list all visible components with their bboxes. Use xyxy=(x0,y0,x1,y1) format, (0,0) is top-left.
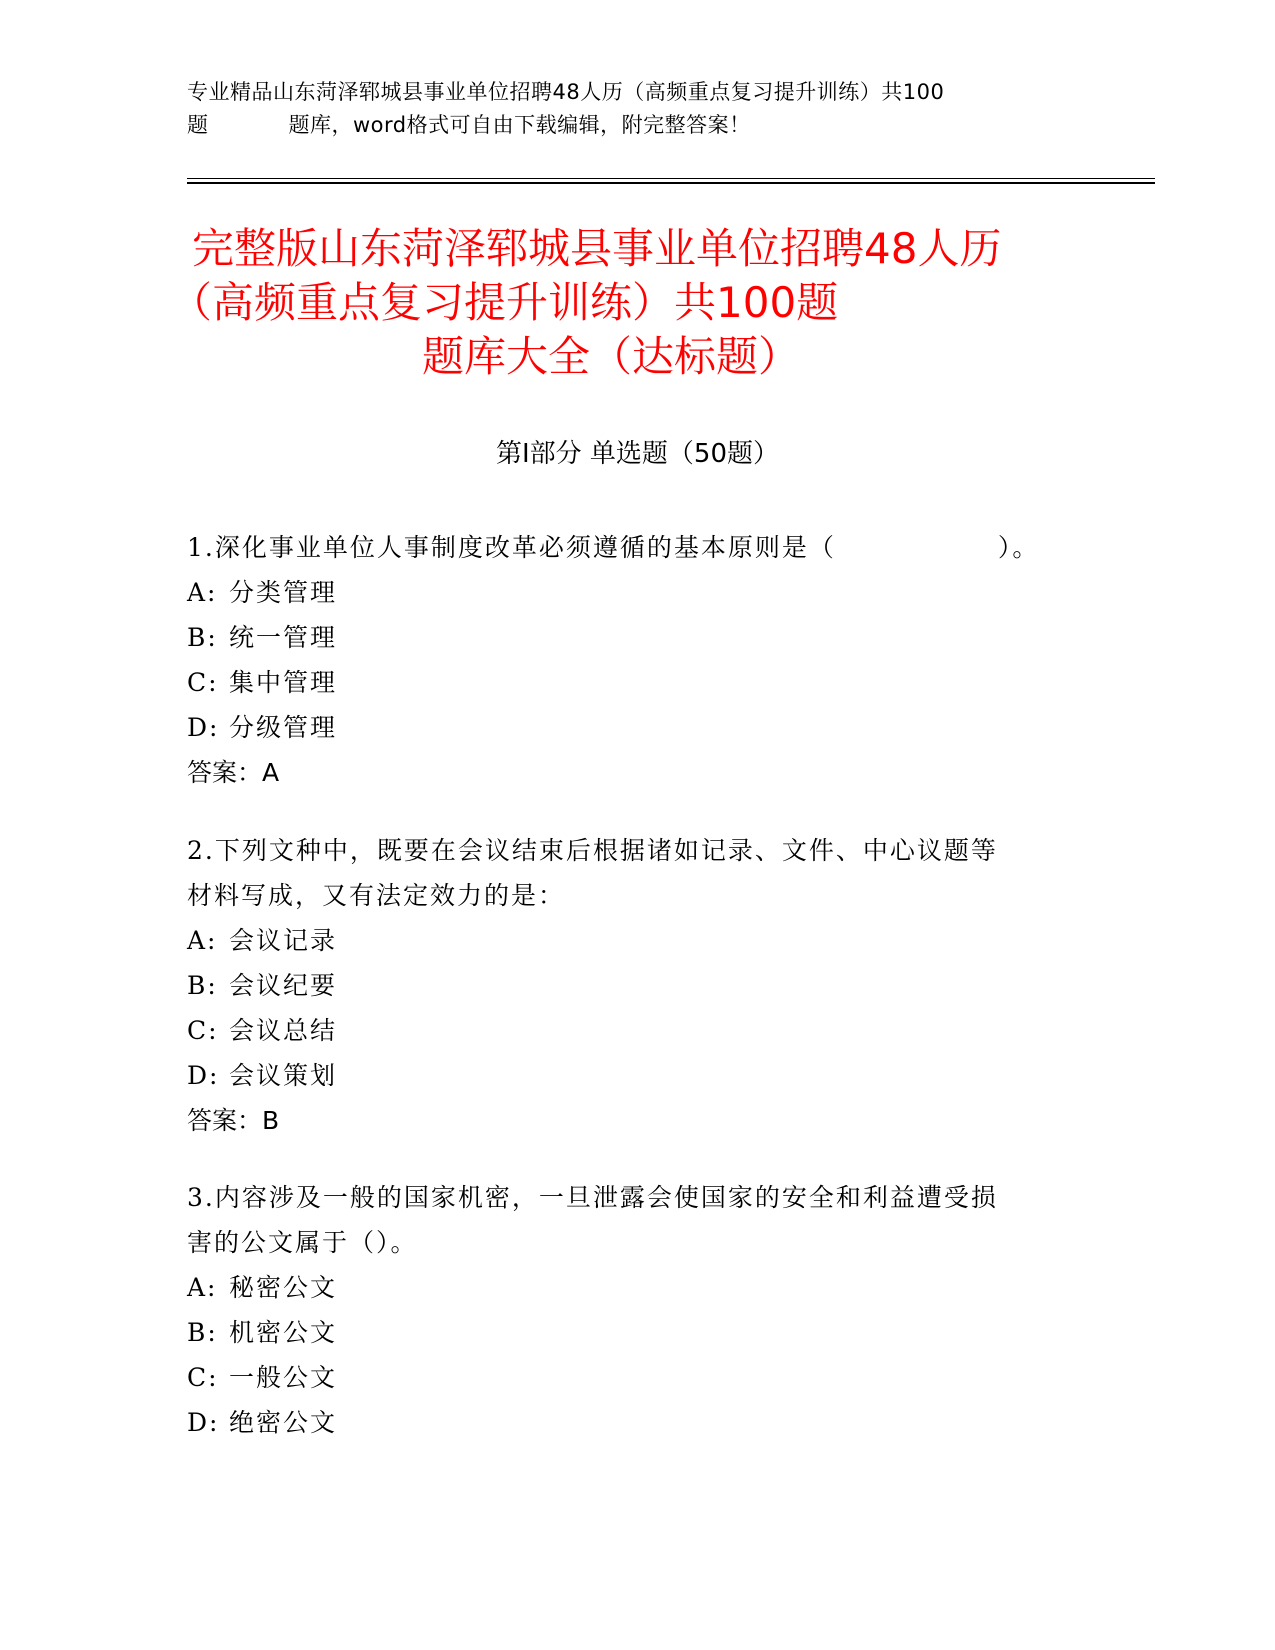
option-a xyxy=(187,918,1087,963)
header-note-line-2 xyxy=(187,109,1087,142)
option-a xyxy=(187,1265,1087,1310)
header-note xyxy=(187,76,1087,142)
option-key: C: xyxy=(187,668,219,697)
option-b xyxy=(187,615,1087,660)
option-text: 分类管理 xyxy=(229,578,338,607)
option-key: D: xyxy=(187,1408,220,1437)
option-key: C: xyxy=(187,1363,219,1392)
option-key: B: xyxy=(187,971,218,1000)
question-stem-line-1: 3.内容涉及一般的国家机密，一旦泄露会使国家的安全和利益遭受损 xyxy=(187,1183,998,1212)
question-stem-line-2: 材料写成，又有法定效力的是： xyxy=(187,881,566,910)
header-note-line-1: 专业精品山东菏泽郓城县事业单位招聘48人历（高频重点复习提升训练）共100 xyxy=(187,80,945,104)
header-divider-thin xyxy=(187,178,1155,179)
question-stem: 1.深化事业单位人事制度改革必须遵循的基本原则是（ ）。 xyxy=(187,533,1040,562)
option-b xyxy=(187,963,1087,1008)
header-note-line-2-rest: 题库，word格式可自由下载编辑，附完整答案！ xyxy=(288,113,751,137)
option-text: 会议策划 xyxy=(229,1061,338,1090)
option-text: 秘密公文 xyxy=(229,1273,338,1302)
option-d xyxy=(187,1400,1087,1445)
document-title xyxy=(170,222,1110,384)
option-text: 会议记录 xyxy=(229,926,338,955)
option-text: 会议总结 xyxy=(229,1016,338,1045)
option-text: 机密公文 xyxy=(229,1318,338,1347)
question-stem-line-2: 害的公文属于（）。 xyxy=(187,1228,418,1257)
question-3 xyxy=(187,1175,1087,1445)
answer: 答案：B xyxy=(187,1106,280,1135)
question-stem-line-1: 2.下列文种中，既要在会议结束后根据诸如记录、文件、中心议题等 xyxy=(187,836,998,865)
document-title-line-1: 完整版山东菏泽郓城县事业单位招聘48人历 xyxy=(192,224,1002,273)
question-1 xyxy=(187,525,1087,795)
option-key: C: xyxy=(187,1016,219,1045)
option-c xyxy=(187,660,1087,705)
option-key: A: xyxy=(187,926,218,955)
answer: 答案：A xyxy=(187,758,280,787)
option-text: 分级管理 xyxy=(229,713,338,742)
option-a xyxy=(187,570,1087,615)
option-text: 一般公文 xyxy=(229,1363,338,1392)
header-note-line-2-start: 题 xyxy=(187,113,209,137)
question-2 xyxy=(187,828,1087,1143)
option-text: 会议纪要 xyxy=(229,971,338,1000)
option-key: D: xyxy=(187,1061,220,1090)
option-text: 绝密公文 xyxy=(229,1408,338,1437)
option-b xyxy=(187,1310,1087,1355)
header-divider-thick xyxy=(187,182,1155,184)
option-c xyxy=(187,1355,1087,1400)
option-key: B: xyxy=(187,1318,218,1347)
option-text: 集中管理 xyxy=(229,668,338,697)
option-c xyxy=(187,1008,1087,1053)
document-title-line-3: 题库大全（达标题） xyxy=(422,332,801,381)
option-text: 统一管理 xyxy=(229,623,338,652)
option-key: A: xyxy=(187,1273,218,1302)
option-key: A: xyxy=(187,578,218,607)
option-d xyxy=(187,705,1087,750)
document-title-line-2: （高频重点复习提升训练）共100题 xyxy=(170,278,839,327)
section-title: 第Ⅰ部分 单选题（50题） xyxy=(495,439,780,469)
option-d xyxy=(187,1053,1087,1098)
option-key: B: xyxy=(187,623,218,652)
option-key: D: xyxy=(187,713,220,742)
